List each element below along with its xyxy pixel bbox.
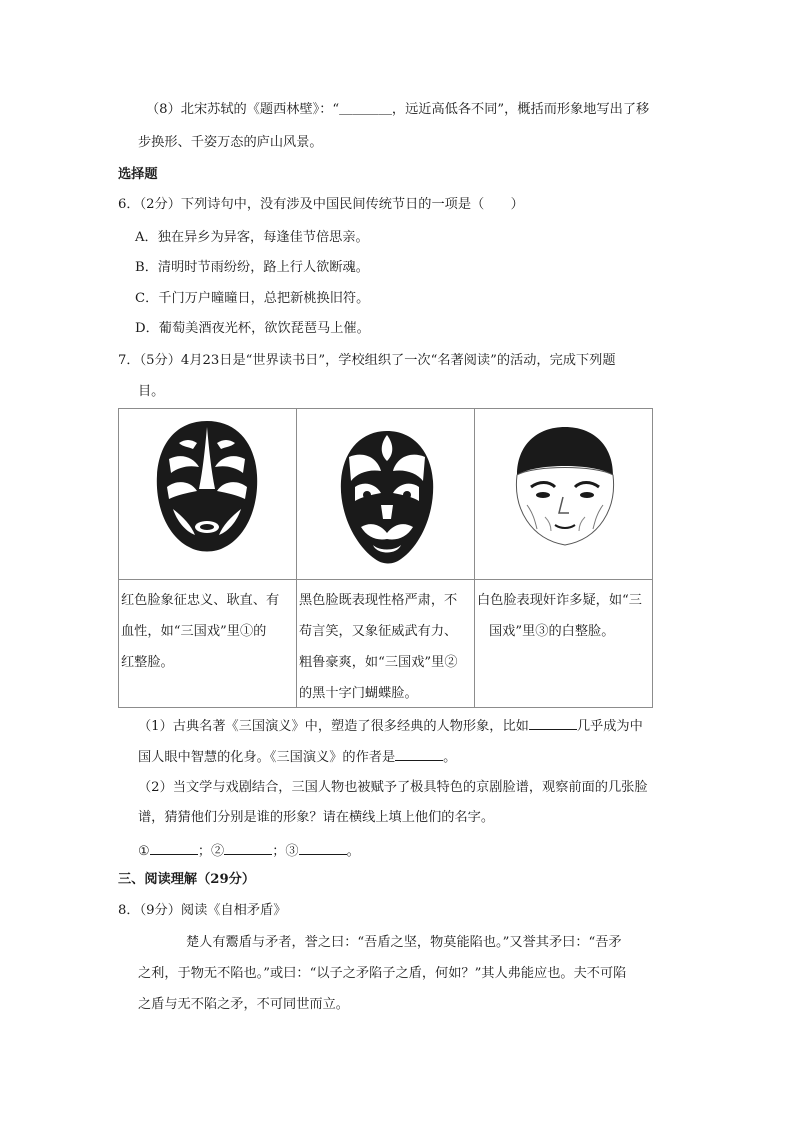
black-opera-mask-icon	[297, 409, 474, 579]
q7-sub1-line1	[138, 716, 643, 736]
red-desc-line1: 红色脸象征忠义、耿直、有	[121, 593, 280, 608]
black-desc-line3: 粗鲁豪爽，如“三国戏”里②	[299, 655, 458, 670]
q6-option-c: C．千门万户曈曈日，总把新桃换旧符。	[135, 291, 370, 306]
q6-option-a: A．独在异乡为异客，每逢佳节倍思亲。	[135, 230, 369, 245]
text-cell-red	[119, 580, 297, 708]
q5-item8-line2: 步换形、千姿万态的庐山风景。	[138, 135, 323, 150]
text-cell-white	[475, 580, 653, 708]
opera-mask-table	[118, 408, 653, 708]
red-desc-line2: 血性，如“三国戏”里①的	[121, 624, 267, 639]
black-desc-line4: 的黑十字门蝴蝶脸。	[299, 686, 418, 701]
white-desc-line2: 国戏”里③的白整脸。	[489, 624, 615, 639]
q7-stem-line1: 7．（5分）4月23日是“世界读书日”，学校组织了一次“名著阅读”的活动，完成下列题	[118, 353, 616, 368]
black-desc-line1: 黑色脸既表现性格严肃，不	[299, 593, 458, 608]
blank-label-3: ；③	[272, 844, 299, 859]
mask-cell-red	[119, 409, 297, 580]
section-choice-heading: 选择题	[118, 167, 158, 182]
answer-blank-1[interactable]	[150, 841, 198, 855]
red-desc-line3: 红整脸。	[121, 655, 174, 670]
answer-blank-author[interactable]	[395, 747, 443, 761]
q7-sub1-text-a: （1）古典名著《三国演义》中，塑造了很多经典的人物形象，比如	[138, 719, 529, 734]
q6-stem: 6．（2分）下列诗句中，没有涉及中国民间传统节日的一项是（ ）	[118, 197, 524, 212]
q7-sub1-text-b: 几乎成为中	[576, 719, 643, 734]
mask-cell-white	[475, 409, 653, 580]
white-opera-mask-icon	[475, 409, 652, 579]
q8-passage-line1: 楚人有鬻盾与矛者，誉之曰：“吾盾之坚，物莫能陷也。”又誉其矛曰：“吾矛	[186, 935, 622, 950]
black-desc-line2: 苟言笑，又象征威武有力、	[299, 624, 458, 639]
red-opera-mask-icon	[119, 409, 296, 579]
mask-cell-black	[297, 409, 475, 580]
answer-blank-2[interactable]	[224, 841, 272, 855]
blank-label-2: ；②	[197, 844, 225, 859]
q5-item8-line1: （8）北宋苏轼的《题西林壁》：“＿＿＿＿，远近高低各不同”，概括而形象地写出了移	[146, 102, 650, 117]
q7-sub1-text-d: 。	[443, 750, 457, 765]
q6-option-d: D．葡萄美酒夜光杯，欲饮琵琶马上催。	[135, 321, 370, 336]
q7-sub2-blanks	[138, 841, 360, 861]
blank-label-end: 。	[346, 844, 360, 859]
q8-stem: 8．（9分）阅读《自相矛盾》	[118, 903, 287, 918]
q7-sub2-line1: （2）当文学与戏剧结合，三国人物也被赋予了极具特色的京剧脸谱，观察前面的几张脸	[138, 780, 648, 795]
white-desc-line1: 白色脸表现奸诈多疑，如“三	[477, 593, 642, 608]
q7-sub1-text-c: 国人眼中智慧的化身。《三国演义》的作者是	[138, 750, 396, 765]
q8-passage-line3: 之盾与无不陷之矛，不可同世而立。	[138, 997, 349, 1012]
q8-passage-line2: 之利，于物无不陷也。”或曰：“以子之矛陷子之盾，何如？”其人弗能应也。夫不可陷	[138, 966, 627, 981]
q6-option-b: B．清明时节雨纷纷，路上行人欲断魂。	[135, 260, 369, 275]
blank-label-1: ①	[138, 844, 150, 859]
q7-sub2-line2: 谱，猜猜他们分别是谁的形象？请在横线上填上他们的名字。	[138, 810, 495, 825]
q7-sub1-line2	[138, 747, 456, 767]
section-reading-heading: 三、阅读理解（29分）	[118, 872, 256, 887]
answer-blank-3[interactable]	[299, 841, 347, 855]
q7-stem-line2: 目。	[138, 384, 165, 399]
text-cell-black	[297, 580, 475, 708]
answer-blank-character[interactable]	[529, 716, 577, 730]
